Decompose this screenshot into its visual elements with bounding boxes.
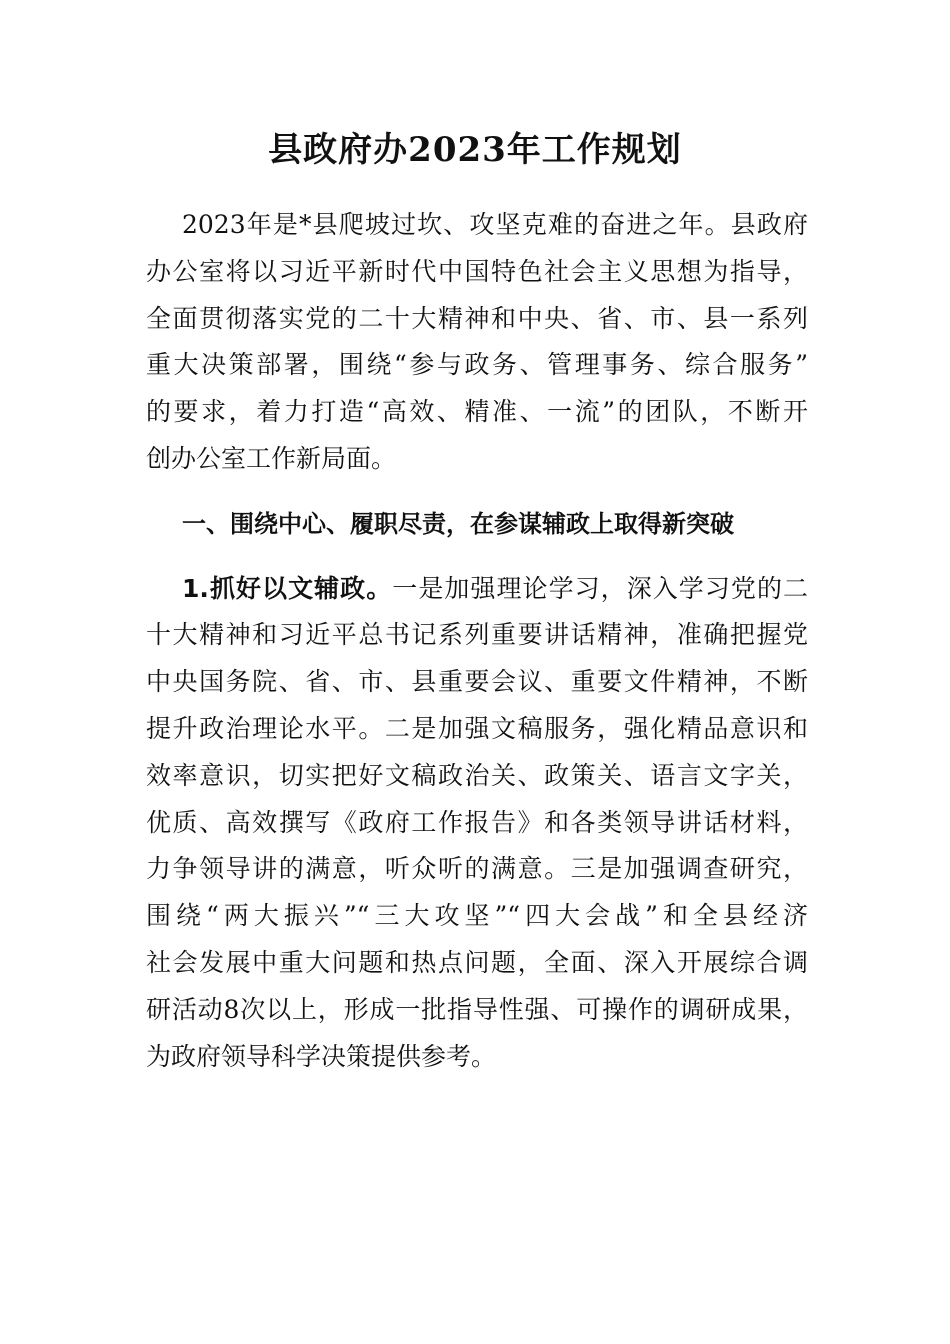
item-line: 效率意识，切实把好文稿政治关、政策关、语言文字关，	[146, 760, 808, 790]
document-body	[146, 202, 808, 1080]
intro-line: 2023年是*县爬坡过坎、攻坚克难的奋进之年。县政府	[182, 210, 808, 239]
item-line: 为政府领导科学决策提供参考。	[146, 1041, 497, 1071]
intro-line: 的要求，着力打造“高效、精准、一流”的团队，不断开	[146, 397, 808, 427]
item-line: 研活动8次以上，形成一批指导性强、可操作的调研成果，	[146, 994, 808, 1024]
item-line: 优质、高效撰写《政府工作报告》和各类领导讲话材料，	[146, 807, 808, 837]
intro-line: 重大决策部署，围绕“参与政务、管理事务、综合服务”	[146, 350, 808, 380]
item-line: 社会发展中重大问题和热点问题，全面、深入开展综合调	[146, 947, 808, 977]
item-paragraph	[146, 566, 808, 1081]
intro-line: 全面贯彻落实党的二十大精神和中央、省、市、县一系列	[146, 303, 808, 333]
item-first-line-text: 一是加强理论学习，深入学习党的二	[392, 573, 808, 603]
item-line: 中央国务院、省、市、县重要会议、重要文件精神，不断	[146, 667, 808, 697]
intro-paragraph	[146, 202, 808, 483]
item-line: 围绕“两大振兴”“三大攻坚”“四大会战”和全县经济	[146, 901, 808, 931]
item-line: 力争领导讲的满意，听众听的满意。三是加强调查研究，	[146, 854, 808, 884]
intro-line: 办公室将以习近平新时代中国特色社会主义思想为指导，	[146, 256, 808, 286]
item-first-line	[146, 566, 808, 613]
item-lead: 1.抓好以文辅政。	[182, 573, 393, 603]
section-heading: 一、围绕中心、履职尽责，在参谋辅政上取得新突破	[182, 509, 734, 538]
document-title: 县政府办2023年工作规划	[268, 130, 682, 170]
item-line: 十大精神和习近平总书记系列重要讲话精神，准确把握党	[146, 620, 808, 650]
item-line: 提升政治理论水平。二是加强文稿服务，强化精品意识和	[146, 713, 808, 743]
intro-line: 创办公室工作新局面。	[146, 443, 397, 473]
